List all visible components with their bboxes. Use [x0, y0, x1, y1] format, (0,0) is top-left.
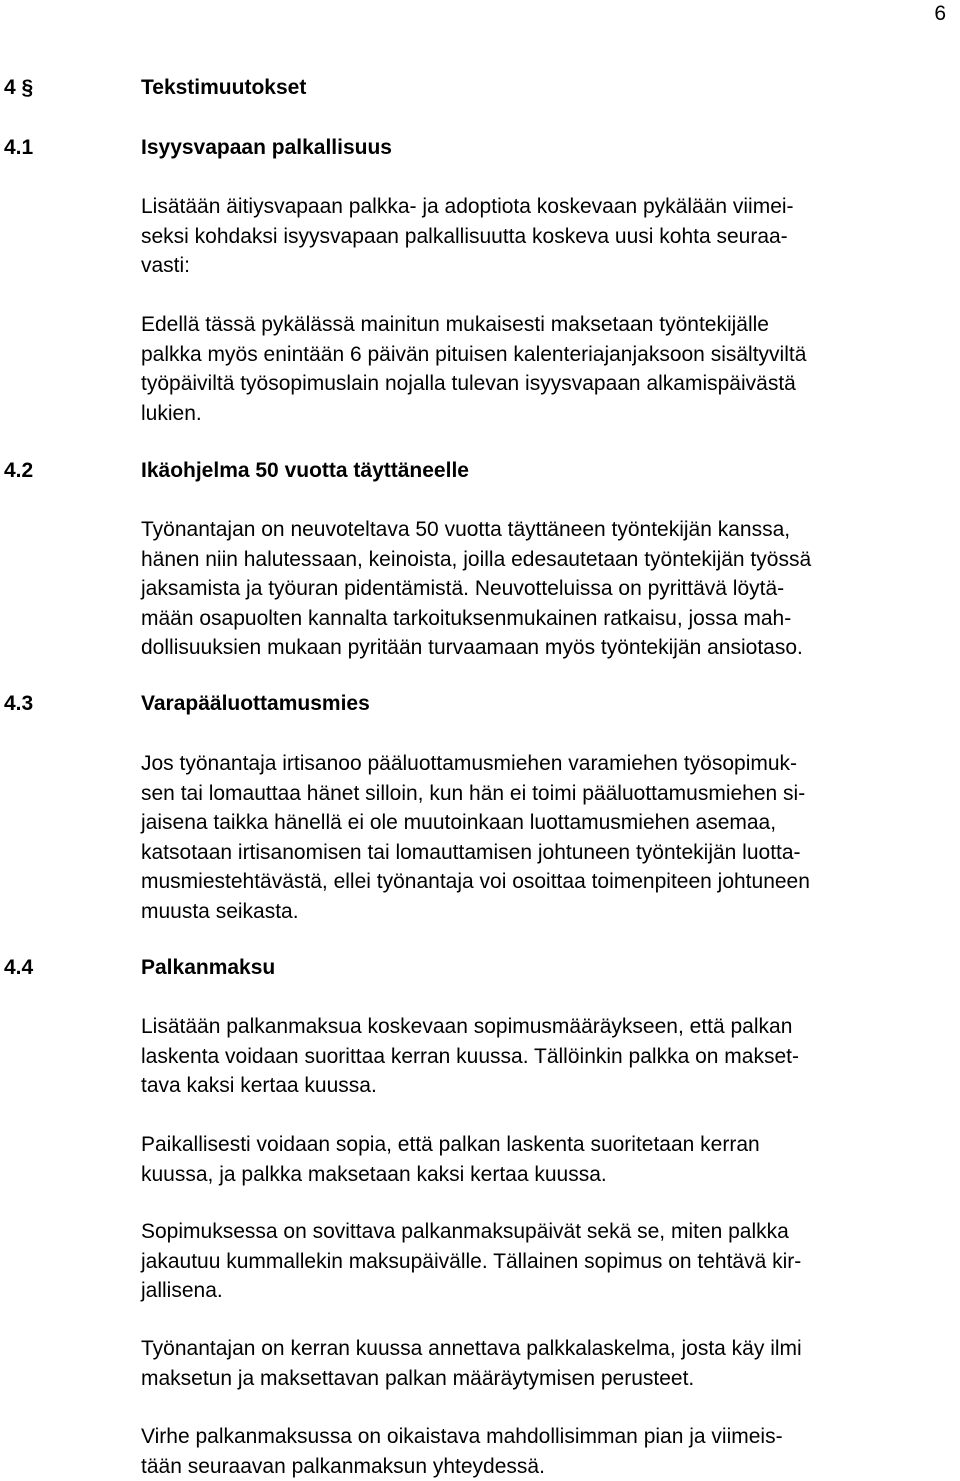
paragraph-4-1-intro: Lisätään äitiysvapaan palkka- ja adoptiota koskevaan pykälään viimei- seksi kohdaksi isyysvapaan palkallisuutta koskeva uusi kohta seuraa- vasti: [141, 195, 794, 277]
paragraph-4-2: Työnantajan on neuvoteltava 50 vuotta täyttäneen työntekijän kanssa, hänen niin halutessaan, keinoista, joilla edesautetaan työntekijän työssä jaksamista ja työuran pidentämistä. Neuvotteluissa on pyrittävä löytä- mään osapuolten kannalta tarkoituksenmukainen ratkaisu, jossa mah- dollisuuksien mukaan pyritään turvaamaan myös työntekijän ansiotaso. [141, 518, 812, 659]
section-number: 4.1 [4, 136, 34, 159]
section-title: Ikäohjelma 50 vuotta täyttäneelle [141, 459, 469, 482]
paragraph-4-4-b: Paikallisesti voidaan sopia, että palkan laskenta suoritetaan kerran kuussa, ja palkka maksetaan kaksi kertaa kuussa. [141, 1133, 760, 1186]
paragraph-4-1-text: Edellä tässä pykälässä mainitun mukaisesti maksetaan työntekijälle palkka myös enintään 6 päivän pituisen kalenteriajanjaksoon sisältyviltä työpäiviltä työsopimuslain nojalla tulevan isyysvapaan alkamispäivästä lukien. [141, 313, 807, 425]
section-number: 4 § [4, 76, 34, 99]
paragraph-4-4-e: Virhe palkanmaksussa on oikaistava mahdollisimman pian ja viimeis- tään seuraavan palkanmaksun yhteydessä. [141, 1425, 783, 1478]
paragraph-4-4-d: Työnantajan on kerran kuussa annettava palkkalaskelma, josta käy ilmi maksetun ja maksettavan palkan määräytymisen perusteet. [141, 1337, 802, 1390]
paragraph-4-4-c: Sopimuksessa on sovittava palkanmaksupäivät sekä se, miten palkka jakautuu kummallekin maksupäivälle. Tällainen sopimus on tehtävä kir- jallisena. [141, 1220, 802, 1302]
section-title: Tekstimuutokset [141, 76, 307, 99]
section-title: Varapääluottamusmies [141, 692, 370, 715]
section-number: 4.3 [4, 692, 34, 715]
page-number: 6 [934, 2, 946, 25]
section-number: 4.4 [4, 956, 34, 979]
paragraph-4-3: Jos työnantaja irtisanoo pääluottamusmiehen varamiehen työsopimuk- sen tai lomauttaa hänet silloin, kun hän ei toimi pääluottamusmiehen si- jaisena taikka hänellä ei ole muutoinkaan luottamusmiehen asemaa, katsotaan irtisanomisen tai lomauttamisen johtuneen työntekijän luotta- musmiestehtävästä, ellei työnantaja voi osoittaa toimenpiteen johtuneen muusta seikasta. [141, 752, 810, 923]
section-title: Palkanmaksu [141, 956, 276, 979]
section-title: Isyysvapaan palkallisuus [141, 136, 392, 159]
section-number: 4.2 [4, 459, 34, 482]
paragraph-4-4-a: Lisätään palkanmaksua koskevaan sopimusmääräykseen, että palkan laskenta voidaan suorittaa kerran kuussa. Tällöinkin palkka on makset- tava kaksi kertaa kuussa. [141, 1015, 799, 1097]
